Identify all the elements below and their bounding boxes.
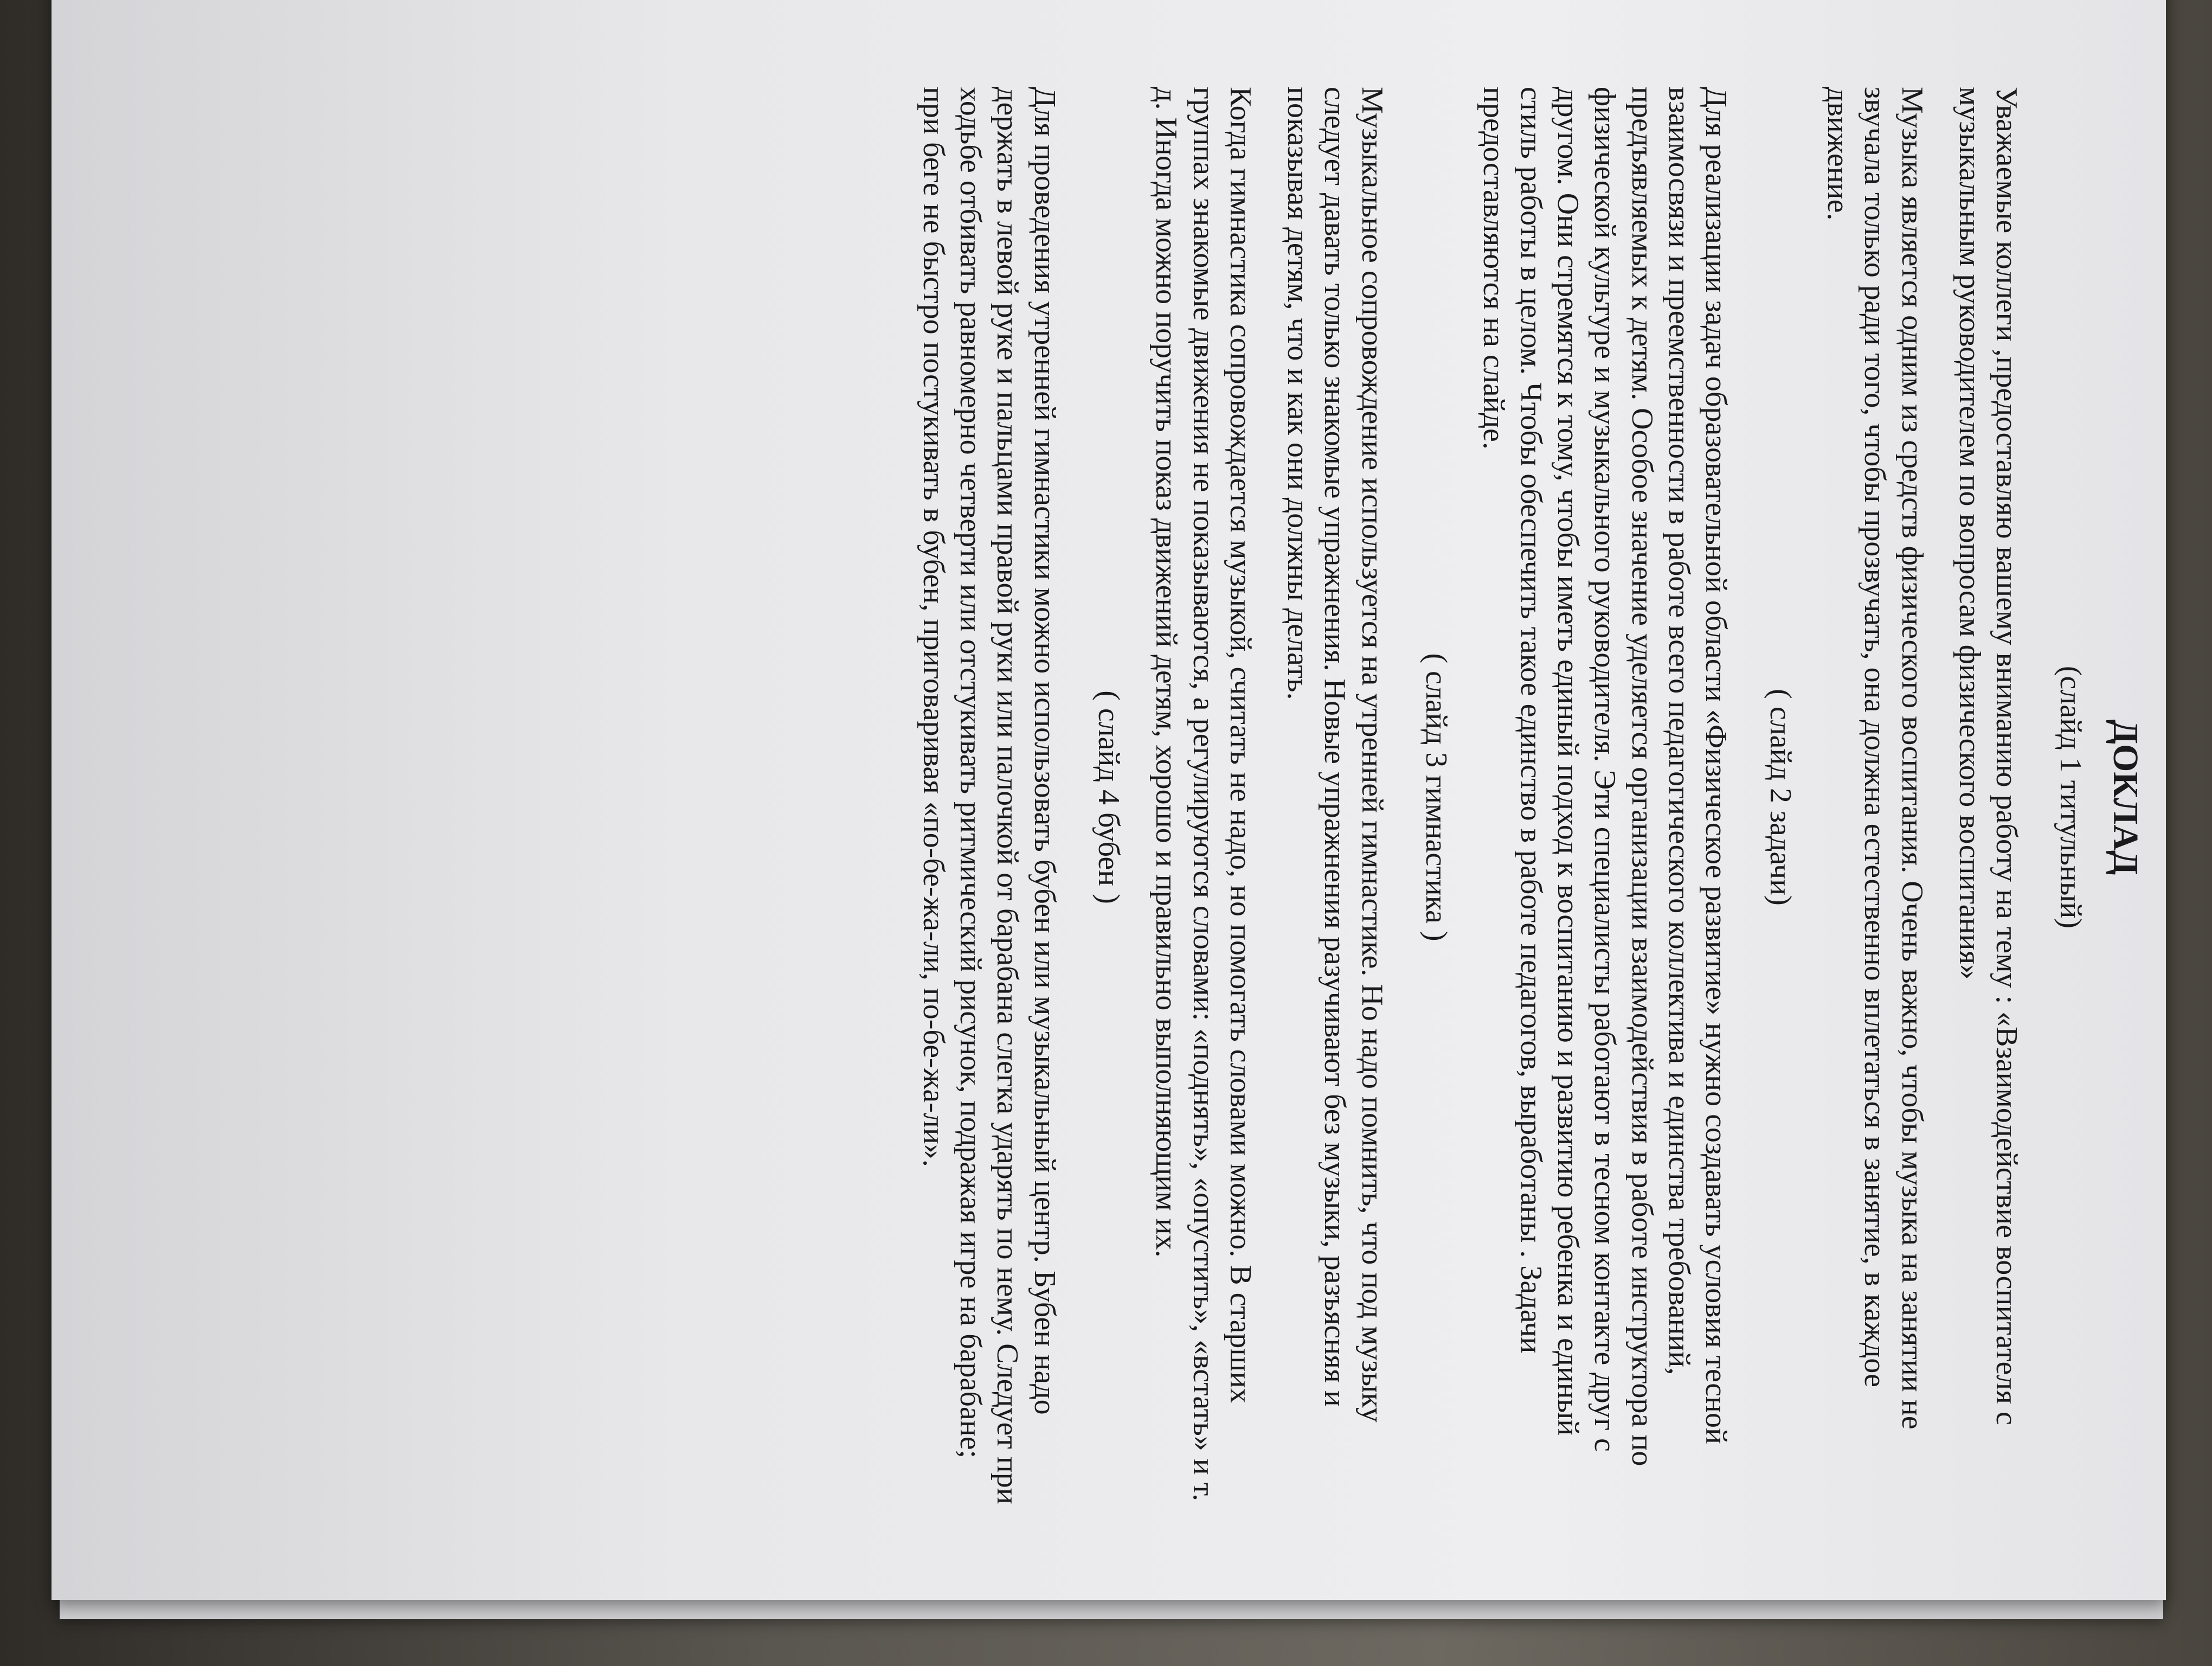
document-text bbox=[894, 87, 2147, 1508]
slide-note-2: ( слайд 2 задачи) bbox=[1763, 689, 1797, 906]
slide-note-4: ( слайд 4 бубен ) bbox=[1091, 690, 1126, 904]
paragraph-tambourine: Для проведения утренней гимнастики можно использовать бубен или музыкальный центр. Бубен надо держать в левой руке и пальцами правой руки или палочкой от барабана слегка ударять по нему. Следует при ходьбе отбивать равномерно четверти или отстукивать ритмический рисунок, подражая игре на барабане; при беге не быстро постукивать в бубен, приговаривая «по-бе-жа-ли, по-бе-жа-ли». bbox=[916, 87, 1062, 1504]
slide-note-3: ( слайд 3 гимнастика ) bbox=[1419, 653, 1454, 941]
slide-note-1: (слайд 1 титульный) bbox=[2054, 665, 2088, 929]
paragraph-gymnastics: Музыкальное сопровождение используется на утренней гимнастике. Но надо помнить, что под музыку следует давать только знакомые упражнения. Новые упражнения разучивают без музыки, разъясняя и показывая детям, что и как они должны делать. bbox=[1281, 87, 1389, 1422]
paragraph-words: Когда гимнастика сопровождается музыкой, считать не надо, но помогать словами можно. В старших группах знакомые движения не показываются, а регулируются словами: «поднять», «опустить», «встать» и т. д. Иногда можно поручить показ движений детям, хорошо и правильно выполняющим их. bbox=[1149, 87, 1257, 1501]
paragraph-intro: Уважаемые коллеги ,предоставляю вашему вниманию работу на тему : «Взаимодействие воспитателя с музыкальным руководителем по вопросам физического воспитания» bbox=[1952, 87, 2024, 1425]
paragraph-tasks: Для реализации задач образовательной области «Физическое развитие» нужно создавать условия тесной взаимосвязи и преемственности в работе всего педагогического коллектива и единства требований, предъявляемых к детям. Особое значение уделяется организации взаимодействия в работе инструктора по физической культуре и музыкального руководителя. Эти специалисты работают в тесном контакте друг с другом. Они стремятся к тому, чтобы иметь единый подход к воспитанию и развитию ребенка и единый стиль работы в целом. Чтобы обеспечить такое единство в работе педагогов, выработаны . Задачи предоставляются на слайде. bbox=[1477, 87, 1733, 1466]
paragraph-music-role: Музыка является одним из средств физического воспитания. Очень важно, чтобы музыка на занятии не звучала только ради того, чтобы прозвучать, она должна естественно вплетаться в занятие, в каждое движение. bbox=[1821, 87, 1929, 1430]
document-title: ДОКЛАД bbox=[2106, 719, 2145, 875]
